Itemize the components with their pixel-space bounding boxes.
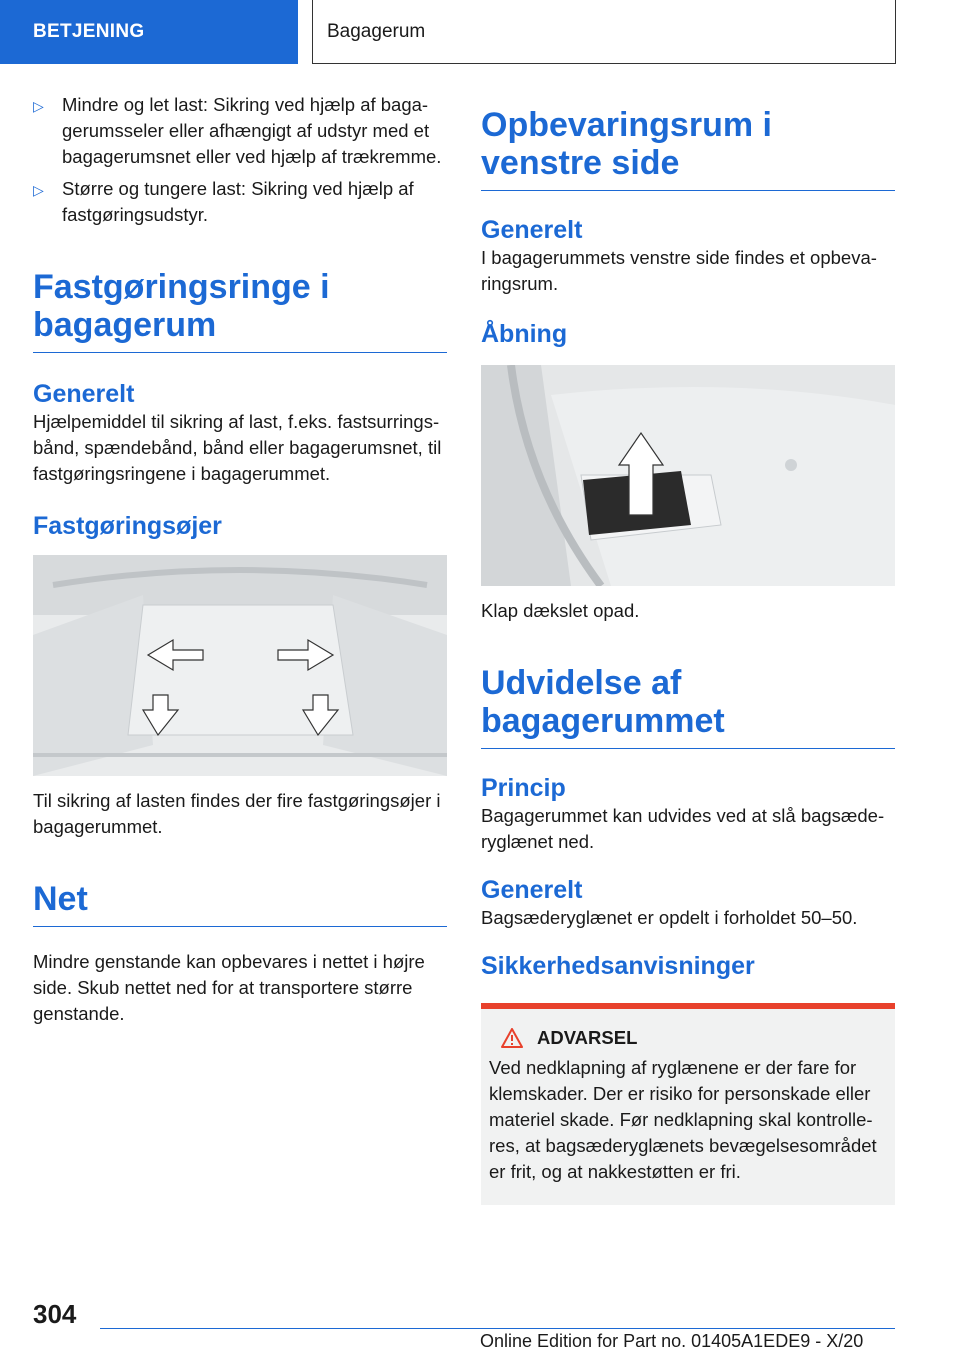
warning-box bbox=[481, 1003, 895, 1205]
section-title: BETJENING bbox=[33, 21, 145, 42]
chapter-header bbox=[312, 0, 896, 64]
left-column bbox=[33, 92, 447, 1027]
heading-opening: Åbning bbox=[481, 320, 568, 348]
paragraph-net: Mindre genstande kan opbevares i nettet i højre side. Skub nettet ned for at transportere større genstande. bbox=[33, 951, 425, 1024]
bullet-text: Mindre og let last: Sikring ved hjælp af bagagerumsseler eller afhængigt af udstyr med et bagagerumsnet eller ved hjælp af trækremme. bbox=[62, 94, 442, 167]
heading-general: Generelt bbox=[481, 216, 583, 244]
heading-net: Net bbox=[33, 880, 447, 927]
caption-opening: Klap dækslet opad. bbox=[481, 600, 640, 621]
section-tab bbox=[0, 0, 298, 64]
warning-header bbox=[489, 1027, 887, 1049]
triangle-bullet-icon: ▷ bbox=[33, 182, 44, 198]
heading-expand: Udvidelse af bagagerummet bbox=[481, 664, 895, 749]
heading-fastening-rings: Fastgøringsringe i bagagerum bbox=[33, 268, 447, 353]
storage-compartment-image bbox=[481, 365, 895, 586]
edition-note: Online Edition for Part no. 01405A1EDE9 - X/20 bbox=[480, 1331, 864, 1351]
trunk-eyelets-image bbox=[33, 555, 447, 776]
paragraph-general-2: Bagsæderyglænet er opdelt i forholdet 50–50. bbox=[481, 907, 858, 928]
paragraph-principle: Bagagerummet kan udvides ved at slå bagsæderyglænet ned. bbox=[481, 805, 885, 852]
heading-safety: Sikkerhedsanvisninger bbox=[481, 952, 755, 980]
heading-general-2: Generelt bbox=[481, 876, 583, 904]
footer-divider bbox=[100, 1328, 895, 1329]
triangle-bullet-icon: ▷ bbox=[33, 98, 44, 114]
warning-text: Ved nedklapning af ryglænene er der fare for klemskader. Der er risiko for personskade eller materiel skade. Før nedklapning skal kontrolleres, at bagsæderyglænets bevægelsesområdet er frit, og at nakkestøtten er fri. bbox=[489, 1057, 877, 1182]
heading-storage: Opbevaringsrum i venstre side bbox=[481, 106, 895, 191]
paragraph-general: Hjælpemiddel til sikring af last, f.eks. fastsurringsbånd, spændebånd, bånd eller bagagerumsnet, til fastgøringsringene i bagagerummet. bbox=[33, 411, 442, 484]
heading-eyelets: Fastgøringsøjer bbox=[33, 512, 222, 540]
bullet-text: Større og tungere last: Sikring ved hjælp af fastgøringsudstyr. bbox=[62, 178, 414, 225]
heading-general: Generelt bbox=[33, 380, 135, 408]
page-number: 304 bbox=[33, 1299, 77, 1329]
chapter-title: Bagagerum bbox=[327, 20, 426, 42]
warning-title: ADVARSEL bbox=[537, 1027, 638, 1048]
caption-eyelets: Til sikring af lasten findes der fire fastgøringsøjer i bagagerummet. bbox=[33, 790, 441, 837]
right-column bbox=[481, 106, 895, 1205]
heading-principle: Princip bbox=[481, 774, 566, 802]
list-item bbox=[33, 176, 447, 228]
paragraph-storage-general: I bagagerummets venstre side findes et opbevaringsrum. bbox=[481, 247, 877, 294]
warning-triangle-icon bbox=[501, 1028, 523, 1048]
list-item bbox=[33, 92, 447, 170]
